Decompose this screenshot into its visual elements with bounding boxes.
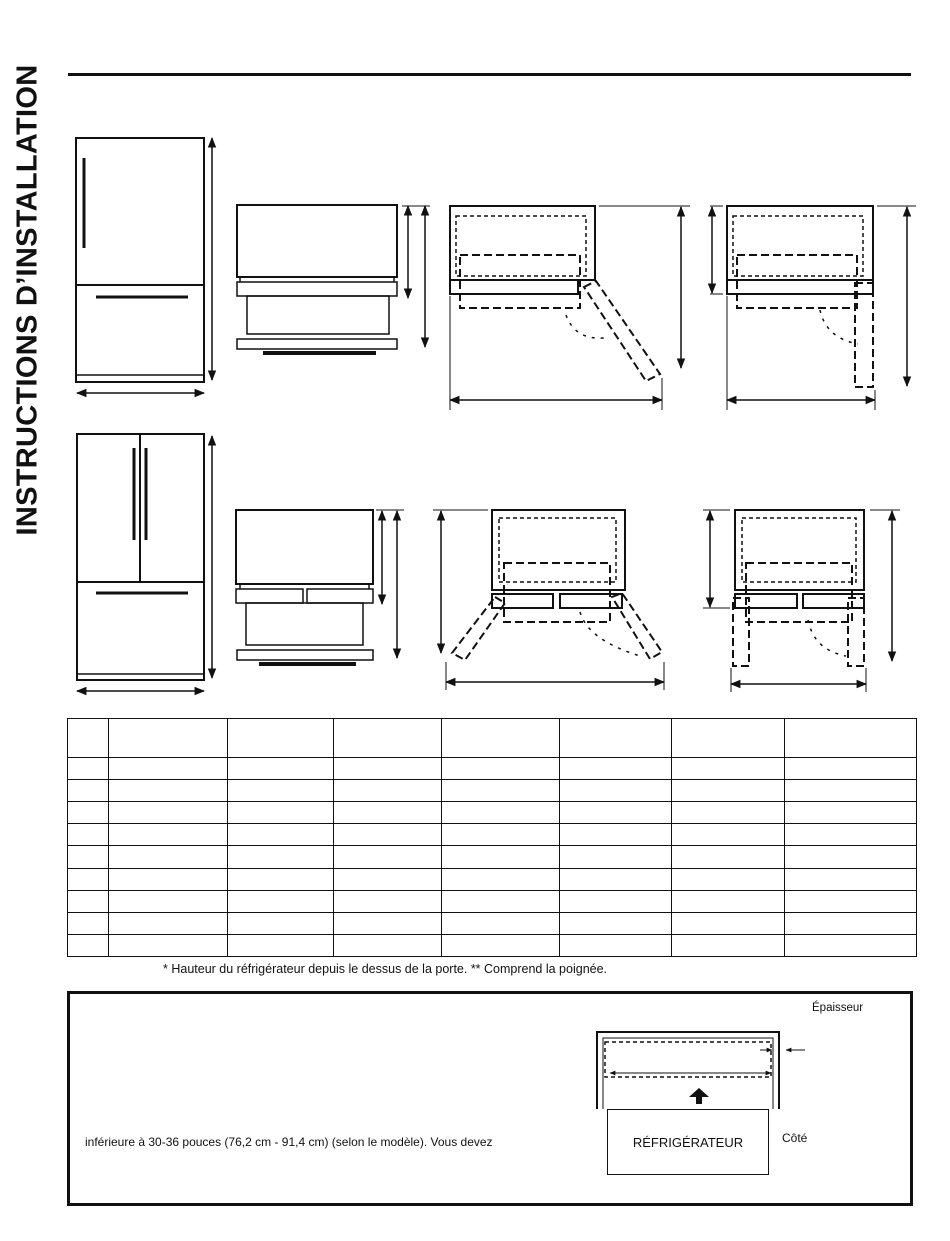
table-row <box>68 934 917 956</box>
refrigerator-box <box>607 1109 769 1175</box>
table-footnote: * Hauteur du réfrigérateur depuis le dessus de la porte. ** Comprend la poignée. <box>163 962 608 976</box>
fridge-top-view-door-open-1 <box>450 206 690 410</box>
table-row <box>68 757 917 779</box>
up-arrow-icon <box>689 1088 709 1104</box>
table-row <box>68 824 917 846</box>
fridge-side-view-1 <box>237 205 430 353</box>
clearance-box <box>67 991 913 1206</box>
fridge-top-view-door-open-2 <box>710 206 916 410</box>
dimensions-table <box>67 718 917 957</box>
side-title-text: INSTRUCTIONS D’INSTALLATION <box>11 64 44 536</box>
refrigerator-label: RÉFRIGÉRATEUR <box>632 1134 744 1150</box>
fridge-top-view-french-doors-open-1 <box>433 510 664 690</box>
clearance-diagram <box>70 994 910 1203</box>
table-header-row <box>68 719 917 758</box>
table-row <box>68 890 917 912</box>
table-row <box>68 802 917 824</box>
table-row <box>68 868 917 890</box>
fridge-top-view-french-doors-open-2 <box>703 510 900 692</box>
table-row <box>68 846 917 868</box>
fridge-side-view-2 <box>236 510 404 664</box>
cote-label: Côté <box>782 1131 808 1145</box>
clearance-text: inférieure à 30-36 pouces (76,2 cm - 91,4 cm) (selon le modèle). Vous devez <box>85 1135 493 1149</box>
fridge-front-french-door <box>77 434 212 691</box>
epaisseur-label: Épaisseur <box>812 1002 864 1014</box>
table-row <box>68 780 917 802</box>
table-row <box>68 912 917 934</box>
fridge-front-bottom-freezer <box>76 138 212 393</box>
